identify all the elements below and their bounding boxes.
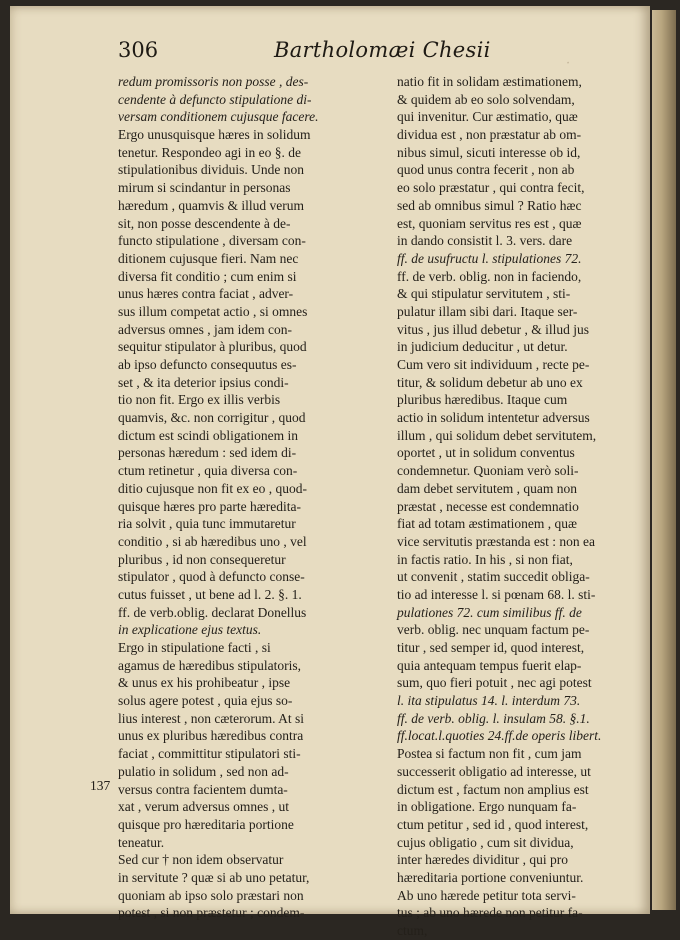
text-line: personas hæredum : sed idem di- bbox=[118, 445, 297, 461]
text-line: & qui stipulatur servitutem , sti- bbox=[397, 286, 571, 302]
text-line: quoniam ab ipso solo præstari non bbox=[118, 887, 304, 903]
right-text-column bbox=[397, 73, 638, 940]
text-line: pulationes 72. cum similibus ff. de bbox=[397, 604, 582, 620]
text-line: cujus obligatio , cum sit dividua, bbox=[397, 834, 574, 850]
text-line: sed ab omnibus simul ? Ratio hæc bbox=[397, 197, 582, 213]
text-line: sum, quo fieri potuit , nec agi potest bbox=[397, 675, 592, 691]
text-line: set , & ita deterior ipsius condi- bbox=[118, 374, 289, 390]
text-line: ff. de verb. oblig. non in faciendo, bbox=[397, 268, 582, 284]
text-line: stipulator , quod à defuncto conse- bbox=[118, 569, 305, 585]
text-line: ff. de verb.oblig. declarat Donellus bbox=[118, 604, 307, 620]
text-line: illum , qui solidum debet servitutem, bbox=[397, 427, 597, 443]
text-line: unus ex pluribus hæredibus contra bbox=[118, 728, 304, 744]
text-line: tio ad interesse l. si pœnam 68. l. sti- bbox=[397, 586, 596, 602]
text-line: sit, non posse descendente à de- bbox=[118, 215, 291, 231]
page-number: 306 bbox=[118, 38, 159, 62]
text-line: Sed cur † non idem observatur bbox=[118, 852, 284, 868]
text-line: ctum, bbox=[397, 923, 428, 938]
text-line: pluribus hæredibus. Itaque cum bbox=[397, 392, 568, 408]
text-line: Ergo unusquisque hæres in solidum bbox=[118, 127, 311, 143]
text-line: verb. oblig. nec unquam factum pe- bbox=[397, 622, 590, 638]
bleed-through-text: · bbox=[566, 56, 571, 71]
text-line: vice servitutis præstanda est : non ea bbox=[397, 533, 595, 549]
text-line: ditionem cujusque fieri. Nam nec bbox=[118, 250, 299, 266]
text-line: cendente à defuncto stipulatione di- bbox=[118, 91, 312, 107]
text-line: pulatio in solidum , sed non ad- bbox=[118, 763, 289, 779]
text-line: versus contra facientem dumta- bbox=[118, 781, 288, 797]
text-line: eo solo præstatur , qui contra fecit, bbox=[397, 180, 585, 196]
text-line: mirum si scindantur in personas bbox=[118, 180, 291, 196]
text-line: xat , verum adversus omnes , ut bbox=[118, 799, 289, 815]
text-line: solus agere potest , quia ejus so- bbox=[118, 693, 293, 709]
text-line: ff. de verb. oblig. l. insulam 58. §.1. bbox=[397, 710, 590, 726]
facing-page-edge bbox=[652, 10, 676, 910]
text-line: fiat ad totam æstimationem , quæ bbox=[397, 516, 577, 532]
text-line: tus ; ab uno hærede non petitur fa- bbox=[397, 905, 583, 921]
text-line: unus hæres contra faciat , adver- bbox=[118, 286, 294, 302]
text-line: ria solvit , quia tunc immutaretur bbox=[118, 516, 296, 532]
left-text-column bbox=[118, 73, 358, 922]
text-line: ditio cujusque non fit ex eo , quod- bbox=[118, 480, 307, 496]
text-line: & unus ex his prohibeatur , ipse bbox=[118, 675, 291, 691]
text-line: & quidem ab eo solo solvendam, bbox=[397, 91, 575, 107]
text-line: faciat , committitur stipulatori sti- bbox=[118, 746, 301, 762]
text-line: quisque pro hæreditaria portione bbox=[118, 816, 294, 832]
text-line: tenetur. Respondeo agi in eo §. de bbox=[118, 144, 301, 160]
text-line: qui invenitur. Cur æstimatio, quæ bbox=[397, 109, 578, 125]
text-line: adversus omnes , jam idem con- bbox=[118, 321, 292, 337]
text-line: quod unus contra fecerit , non ab bbox=[397, 162, 575, 178]
text-line: quisque hæres pro parte hæredita- bbox=[118, 498, 301, 514]
text-line: oportet , ut in solidum conventus bbox=[397, 445, 575, 461]
text-line: condemnetur. Quoniam verò soli- bbox=[397, 463, 579, 479]
text-line: dam debet servitutem , quam non bbox=[397, 480, 577, 496]
text-line: dictum est scindi obligationem in bbox=[118, 427, 298, 443]
text-line: cutus fuisset , ut bene ad l. 2. §. 1. bbox=[118, 586, 302, 602]
text-line: Postea si factum non fit , cum jam bbox=[397, 746, 582, 762]
running-head: Bartholomæi Chesii bbox=[274, 38, 491, 62]
text-line: quia antequam tempus fuerit elap- bbox=[397, 657, 582, 673]
text-line: agamus de hæredibus stipulatoris, bbox=[118, 657, 301, 673]
text-line: pluribus , id non consequeretur bbox=[118, 551, 286, 567]
text-line: in explicatione ejus textus. bbox=[118, 622, 262, 638]
text-line: nibus simul, sicuti interesse ob id, bbox=[397, 144, 581, 160]
text-line: conditio , si ab hæredibus uno , vel bbox=[118, 533, 307, 549]
text-line: in servitute ? quæ si ab uno petatur, bbox=[118, 869, 310, 885]
text-line: pulatur illam sibi dari. Itaque ser- bbox=[397, 303, 578, 319]
text-line: potest , si non præstetur ; condem- bbox=[118, 905, 305, 921]
text-line: tio non fit. Ergo ex illis verbis bbox=[118, 392, 281, 408]
text-line: ctum retinetur , quia diversa con- bbox=[118, 463, 298, 479]
text-line: Ergo in stipulatione facti , si bbox=[118, 640, 271, 655]
text-line: redum promissoris non posse , des- bbox=[118, 74, 309, 89]
text-line: actio in solidum intentetur adversus bbox=[397, 410, 590, 426]
text-line: in dando consistit l. 3. vers. dare bbox=[397, 233, 573, 249]
text-line: natio fit in solidam æstimationem, bbox=[397, 74, 582, 89]
text-line: sequitur stipulator à pluribus, quod bbox=[118, 339, 307, 355]
text-line: ctum petitur , sed id , quod interest, bbox=[397, 816, 589, 832]
text-line: in judicium deducitur , ut detur. bbox=[397, 339, 568, 355]
text-line: teneatur. bbox=[118, 834, 165, 850]
text-line: lius interest , non cæterorum. At si bbox=[118, 710, 304, 726]
text-line: versam conditionem cujusque facere. bbox=[118, 109, 319, 125]
text-line: successerit obligatio ad interesse, ut bbox=[397, 763, 591, 779]
text-line: functo stipulatione , diversam con- bbox=[118, 233, 306, 249]
text-line: sus illum competat actio , si omnes bbox=[118, 303, 308, 319]
text-line: stipulationibus dividuis. Unde non bbox=[118, 162, 305, 178]
text-line: titur, & solidum debetur ab uno ex bbox=[397, 374, 583, 390]
text-line: est, quoniam servitus res est , quæ bbox=[397, 215, 582, 231]
text-line: titur , sed semper id, quod interest, bbox=[397, 640, 585, 655]
text-line: ff.locat.l.quoties 24.ff.de operis libert. bbox=[397, 728, 602, 744]
text-line: Cum vero sit individuum , recte pe- bbox=[397, 357, 590, 372]
text-line: quamvis, &c. non corrigitur , quod bbox=[118, 410, 306, 426]
text-line: dictum est , factum non amplius est bbox=[397, 781, 589, 797]
text-line: inter hæredes dividitur , qui pro bbox=[397, 852, 568, 868]
text-line: dividua est , non præstatur ab om- bbox=[397, 127, 582, 143]
text-line: hæreditaria portione conveniuntur. bbox=[397, 869, 584, 885]
text-line: in factis ratio. In his , si non fiat, bbox=[397, 551, 573, 567]
text-line: ut convenit , statim succedit obliga- bbox=[397, 569, 590, 585]
text-line: l. ita stipulatus 14. l. interdum 73. bbox=[397, 693, 581, 709]
text-line: vitus , jus illud debetur , & illud jus bbox=[397, 321, 589, 337]
margin-paragraph-number: 137 bbox=[90, 778, 111, 793]
text-line: Ab uno hærede petitur tota servi- bbox=[397, 887, 576, 903]
page-header bbox=[118, 38, 658, 70]
text-line: in obligatione. Ergo nunquam fa- bbox=[397, 799, 577, 815]
text-line: ff. de usufructu l. stipulationes 72. bbox=[397, 250, 582, 266]
text-line: diversa fit conditio ; cum enim si bbox=[118, 268, 297, 284]
text-line: præstat , necesse est condemnatio bbox=[397, 498, 579, 514]
text-line: ab ipso defuncto consequutus es- bbox=[118, 357, 297, 372]
text-line: hæredum , quamvis & illud verum bbox=[118, 197, 304, 213]
